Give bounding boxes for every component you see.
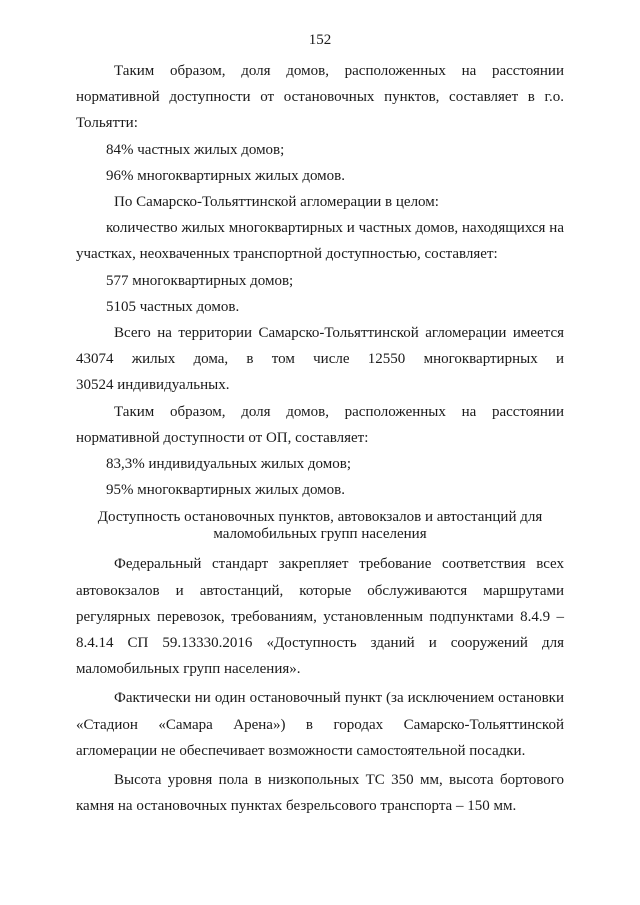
paragraph-total-line-3: 30524 индивидуальных.: [76, 377, 230, 394]
page-number: 152: [308, 32, 332, 48]
section-heading: [76, 509, 564, 543]
list-item-apartment-houses: 96% многоквартирных жилых домов.: [106, 167, 345, 184]
paragraph-total-line-1: Всего на территории Самарско-Тольяттинской агломерации имеется: [114, 325, 564, 342]
paragraph-floor-height: Высота уровня пола в низкопольных ТС 350 мм, высота бортового камня на остановочных пунктах безрельсового транспорта – 150 мм.: [76, 772, 564, 815]
paragraph-boarding: Фактически ни один остановочный пункт (за исключением остановки «Стадион «Самара Арена») в городах Самарско-Тольяттинской агломерации не обеспечивает возможности самостоятельной посадки.: [76, 690, 564, 759]
list-item-uncovered-private: 5105 частных домов.: [106, 298, 240, 315]
paragraph-share-op: Таким образом, доля домов, расположенных на расстоянии нормативной доступности от ОП, составляет:: [76, 403, 564, 446]
list-item-uncovered-apartments: 577 многоквартирных домов;: [106, 272, 294, 289]
section-heading-line-1: Доступность остановочных пунктов, автовокзалов и автостанций для: [97, 509, 543, 526]
list-item-apartment-houses-95: 95% многоквартирных жилых домов.: [106, 482, 345, 499]
paragraph-total-line-2: 43074 жилых дома, в том числе 12550 многоквартирных и: [76, 351, 564, 368]
paragraph-share-tolyatti: Таким образом, доля домов, расположенных на расстоянии нормативной доступности от остановочных пунктов, составляет в г.о. Тольятти:: [76, 63, 564, 132]
section-heading-line-2: маломобильных групп населения: [213, 526, 427, 543]
list-item-individual-houses: 83,3% индивидуальных жилых домов;: [106, 456, 352, 473]
paragraph-federal-standard: Федеральный стандарт закрепляет требование соответствия всех автовокзалов и автостанций, которые обслуживаются маршрутами регулярных перевозок, требованиям, установленным подпунктами 8.4.9 – 8.4.14 СП 59.13330.2016 «Доступность зданий и сооружений для маломобильных групп населения».: [76, 556, 564, 678]
list-item-private-houses: 84% частных жилых домов;: [106, 141, 285, 158]
paragraph-uncovered-houses: количество жилых многоквартирных и частных домов, находящихся на участках, неохваченных транспортной доступностью, составляет:: [76, 220, 564, 263]
document-body: [76, 58, 564, 819]
paragraph-agglomeration-total: По Самарско-Тольяттинской агломерации в целом:: [114, 194, 439, 211]
